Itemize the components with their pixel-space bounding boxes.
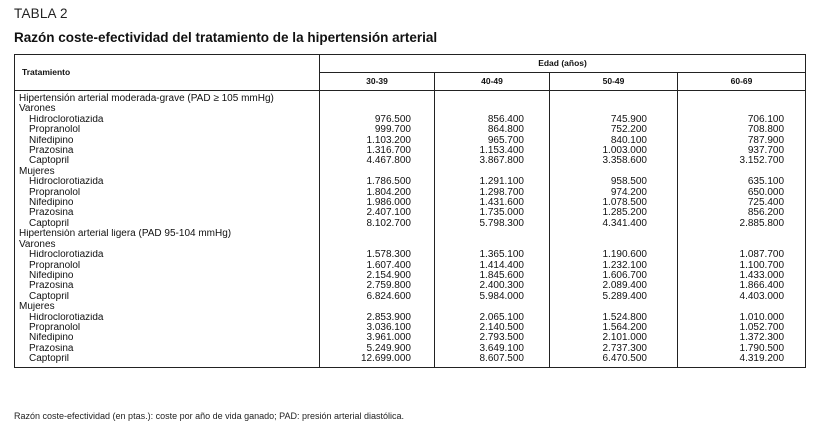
header-age-60-69: 60-69 xyxy=(678,73,806,91)
value-cell: 1.866.400 xyxy=(678,281,806,291)
table-row xyxy=(15,281,806,291)
value-cell: 745.900 xyxy=(550,115,678,125)
value-cell: 752.200 xyxy=(550,125,678,135)
table-row xyxy=(15,344,806,354)
value-cell xyxy=(320,104,435,114)
table-row xyxy=(15,91,806,105)
value-cell xyxy=(550,229,678,239)
table-row xyxy=(15,146,806,156)
value-cell xyxy=(320,91,435,105)
value-cell: 2.759.800 xyxy=(320,281,435,291)
value-cell: 2.885.800 xyxy=(678,219,806,229)
value-cell: 1.190.600 xyxy=(550,250,678,260)
drug-label: Nifedipino xyxy=(15,136,320,146)
table-row xyxy=(15,156,806,166)
value-cell xyxy=(435,104,550,114)
drug-label: Nifedipino xyxy=(15,271,320,281)
value-cell: 1.804.200 xyxy=(320,188,435,198)
value-cell: 1.365.100 xyxy=(435,250,550,260)
table-row xyxy=(15,177,806,187)
value-cell xyxy=(320,240,435,250)
table-row xyxy=(15,115,806,125)
value-cell xyxy=(550,302,678,312)
table-row xyxy=(15,208,806,218)
value-cell xyxy=(550,167,678,177)
value-cell: 1.607.400 xyxy=(320,261,435,271)
value-cell: 1.786.500 xyxy=(320,177,435,187)
drug-label: Propranolol xyxy=(15,323,320,333)
table-title: Razón coste-efectividad del tratamiento de la hipertensión arterial xyxy=(14,30,438,45)
value-cell: 706.100 xyxy=(678,115,806,125)
table-row xyxy=(15,333,806,343)
value-cell: 1.735.000 xyxy=(435,208,550,218)
value-cell xyxy=(678,302,806,312)
drug-label: Captopril xyxy=(15,292,320,302)
value-cell: 840.100 xyxy=(550,136,678,146)
value-cell xyxy=(435,229,550,239)
value-cell xyxy=(320,167,435,177)
table-row xyxy=(15,271,806,281)
section-heading: Hipertensión arterial moderada-grave (PAD ≥ 105 mmHg) xyxy=(15,91,320,105)
value-cell: 2.407.100 xyxy=(320,208,435,218)
value-cell: 1.291.100 xyxy=(435,177,550,187)
table-row xyxy=(15,198,806,208)
table-row xyxy=(15,313,806,323)
value-cell xyxy=(435,302,550,312)
value-cell xyxy=(435,91,550,105)
value-cell: 937.700 xyxy=(678,146,806,156)
value-cell xyxy=(678,229,806,239)
value-cell: 725.400 xyxy=(678,198,806,208)
sex-subheading: Varones xyxy=(15,104,320,114)
drug-label: Propranolol xyxy=(15,125,320,135)
value-cell: 2.737.300 xyxy=(550,344,678,354)
drug-label: Prazosina xyxy=(15,208,320,218)
sex-subheading: Mujeres xyxy=(15,167,320,177)
table-row xyxy=(15,292,806,302)
value-cell xyxy=(435,167,550,177)
value-cell: 8.607.500 xyxy=(435,354,550,367)
value-cell xyxy=(678,91,806,105)
value-cell: 5.984.000 xyxy=(435,292,550,302)
table-row xyxy=(15,323,806,333)
table-row xyxy=(15,302,806,312)
drug-label: Captopril xyxy=(15,354,320,367)
value-cell xyxy=(550,104,678,114)
drug-label: Prazosina xyxy=(15,344,320,354)
value-cell: 3.961.000 xyxy=(320,333,435,343)
value-cell xyxy=(678,167,806,177)
drug-label: Hidroclorotiazida xyxy=(15,313,320,323)
value-cell: 635.100 xyxy=(678,177,806,187)
value-cell: 2.853.900 xyxy=(320,313,435,323)
value-cell: 4.467.800 xyxy=(320,156,435,166)
value-cell: 1.232.100 xyxy=(550,261,678,271)
drug-label: Propranolol xyxy=(15,261,320,271)
value-cell: 1.433.000 xyxy=(678,271,806,281)
value-cell: 1.103.200 xyxy=(320,136,435,146)
table-row xyxy=(15,136,806,146)
value-cell: 974.200 xyxy=(550,188,678,198)
value-cell: 1.986.000 xyxy=(320,198,435,208)
value-cell: 2.140.500 xyxy=(435,323,550,333)
table-row xyxy=(15,219,806,229)
value-cell: 1.845.600 xyxy=(435,271,550,281)
value-cell xyxy=(320,229,435,239)
header-age-group: Edad (años) xyxy=(320,55,806,73)
value-cell: 4.403.000 xyxy=(678,292,806,302)
value-cell: 856.200 xyxy=(678,208,806,218)
value-cell: 1.431.600 xyxy=(435,198,550,208)
value-cell xyxy=(435,240,550,250)
drug-label: Nifedipino xyxy=(15,198,320,208)
value-cell: 1.606.700 xyxy=(550,271,678,281)
value-cell: 1.100.700 xyxy=(678,261,806,271)
table-row xyxy=(15,354,806,367)
sex-subheading: Varones xyxy=(15,240,320,250)
value-cell: 1.790.500 xyxy=(678,344,806,354)
table-label: TABLA 2 xyxy=(14,6,68,21)
value-cell: 1.298.700 xyxy=(435,188,550,198)
value-cell: 1.153.400 xyxy=(435,146,550,156)
value-cell: 1.078.500 xyxy=(550,198,678,208)
drug-label: Nifedipino xyxy=(15,333,320,343)
value-cell: 4.341.400 xyxy=(550,219,678,229)
value-cell: 8.102.700 xyxy=(320,219,435,229)
value-cell: 1.564.200 xyxy=(550,323,678,333)
header-age-50-49: 50-49 xyxy=(550,73,678,91)
table-row xyxy=(15,229,806,239)
header-age-40-49: 40-49 xyxy=(435,73,550,91)
table-row xyxy=(15,167,806,177)
value-cell: 1.578.300 xyxy=(320,250,435,260)
value-cell: 864.800 xyxy=(435,125,550,135)
value-cell xyxy=(550,240,678,250)
value-cell: 5.798.300 xyxy=(435,219,550,229)
value-cell: 1.316.700 xyxy=(320,146,435,156)
value-cell: 6.824.600 xyxy=(320,292,435,302)
value-cell: 5.289.400 xyxy=(550,292,678,302)
table-footnote: Razón coste-efectividad (en ptas.): coste por año de vida ganado; PAD: presión arterial diastólica. xyxy=(14,411,405,421)
value-cell: 1.372.300 xyxy=(678,333,806,343)
drug-label: Propranolol xyxy=(15,188,320,198)
value-cell: 1.414.400 xyxy=(435,261,550,271)
value-cell: 2.154.900 xyxy=(320,271,435,281)
value-cell: 6.470.500 xyxy=(550,354,678,367)
cost-effectiveness-table xyxy=(14,54,806,368)
drug-label: Prazosina xyxy=(15,146,320,156)
header-treatment: Tratamiento xyxy=(15,55,320,91)
table-row xyxy=(15,240,806,250)
value-cell: 3.152.700 xyxy=(678,156,806,166)
value-cell: 5.249.900 xyxy=(320,344,435,354)
value-cell: 2.101.000 xyxy=(550,333,678,343)
value-cell: 708.800 xyxy=(678,125,806,135)
value-cell xyxy=(678,240,806,250)
value-cell: 2.793.500 xyxy=(435,333,550,343)
table-row xyxy=(15,261,806,271)
sex-subheading: Mujeres xyxy=(15,302,320,312)
value-cell: 4.319.200 xyxy=(678,354,806,367)
value-cell: 999.700 xyxy=(320,125,435,135)
value-cell: 2.089.400 xyxy=(550,281,678,291)
value-cell: 650.000 xyxy=(678,188,806,198)
value-cell: 2.400.300 xyxy=(435,281,550,291)
value-cell: 3.867.800 xyxy=(435,156,550,166)
value-cell: 976.500 xyxy=(320,115,435,125)
table-body xyxy=(15,91,806,368)
table-row xyxy=(15,188,806,198)
value-cell: 1.010.000 xyxy=(678,313,806,323)
drug-label: Hidroclorotiazida xyxy=(15,177,320,187)
value-cell: 1.524.800 xyxy=(550,313,678,323)
value-cell: 1.087.700 xyxy=(678,250,806,260)
value-cell: 3.649.100 xyxy=(435,344,550,354)
value-cell: 958.500 xyxy=(550,177,678,187)
value-cell: 856.400 xyxy=(435,115,550,125)
value-cell xyxy=(320,302,435,312)
drug-label: Captopril xyxy=(15,219,320,229)
value-cell: 1.285.200 xyxy=(550,208,678,218)
value-cell: 1.003.000 xyxy=(550,146,678,156)
value-cell xyxy=(678,104,806,114)
value-cell: 3.358.600 xyxy=(550,156,678,166)
value-cell: 965.700 xyxy=(435,136,550,146)
section-heading: Hipertensión arterial ligera (PAD 95-104 mmHg) xyxy=(15,229,320,239)
value-cell: 3.036.100 xyxy=(320,323,435,333)
value-cell xyxy=(550,91,678,105)
value-cell: 12.699.000 xyxy=(320,354,435,367)
value-cell: 787.900 xyxy=(678,136,806,146)
table-row xyxy=(15,250,806,260)
table-row xyxy=(15,104,806,114)
table-row xyxy=(15,125,806,135)
drug-label: Hidroclorotiazida xyxy=(15,250,320,260)
drug-label: Prazosina xyxy=(15,281,320,291)
drug-label: Hidroclorotiazida xyxy=(15,115,320,125)
drug-label: Captopril xyxy=(15,156,320,166)
value-cell: 2.065.100 xyxy=(435,313,550,323)
value-cell: 1.052.700 xyxy=(678,323,806,333)
header-age-30-39: 30-39 xyxy=(320,73,435,91)
